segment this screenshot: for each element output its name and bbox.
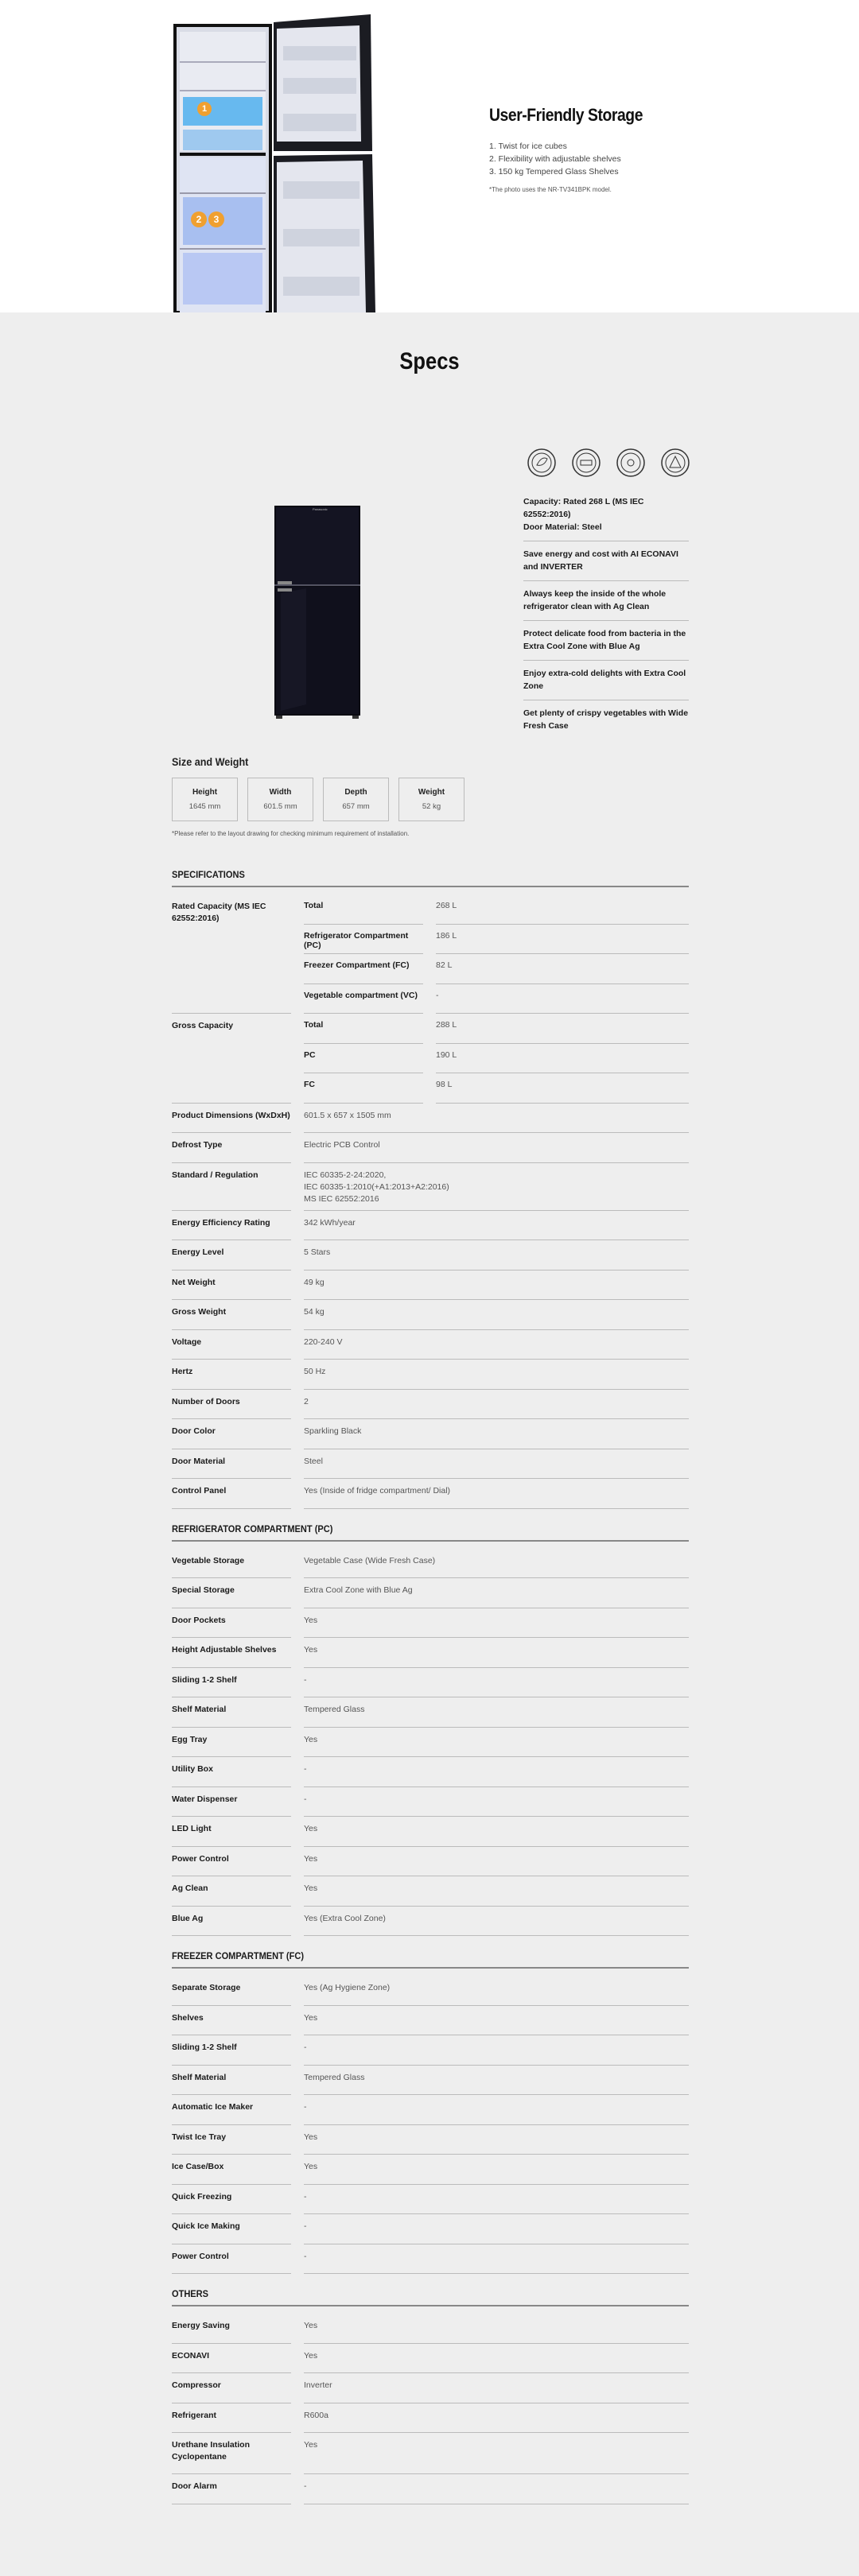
spec-value: Yes xyxy=(304,2012,318,2023)
spec-label: Quick Freezing xyxy=(172,2191,232,2202)
spec-value: 82 L xyxy=(436,960,453,970)
spec-label: Ag Clean xyxy=(172,1884,208,1893)
spec-label: Gross Capacity xyxy=(172,1021,234,1030)
spec-row xyxy=(172,1330,689,1360)
spec-row xyxy=(172,1419,689,1449)
spec-value: - xyxy=(304,2102,307,2112)
spec-value: - xyxy=(304,1794,307,1804)
spec-sublabel: Total xyxy=(304,1020,324,1030)
specs-heading: Specs xyxy=(399,348,460,374)
feature-extra-cool: Enjoy extra-cold delights with Extra Cool Zone xyxy=(523,664,689,700)
size-value: 657 mm xyxy=(342,802,370,811)
badge-1: 1 xyxy=(197,102,212,116)
spec-row xyxy=(172,1697,689,1728)
feature-wide-fresh: Get plenty of crispy vegetables with Wide Fresh Case xyxy=(523,708,689,731)
leaf-badge-icon xyxy=(527,448,557,478)
econavi-badge-icon xyxy=(571,448,601,478)
spec-row xyxy=(172,1907,689,1937)
spec-value: Tempered Glass xyxy=(304,1705,365,1714)
open-fridge-photo xyxy=(172,14,379,312)
size-box-depth xyxy=(323,778,389,821)
feature-econavi: Save energy and cost with AI ECONAVI and INVERTER xyxy=(523,545,689,581)
spec-label: Door Color xyxy=(172,1426,216,1436)
blue-ag-badge-icon xyxy=(660,448,690,478)
spec-value: - xyxy=(304,2043,307,2052)
spec-row xyxy=(172,1360,689,1390)
spec-label: Shelf Material xyxy=(172,1705,227,1714)
spec-row xyxy=(172,2066,689,2096)
spec-value: 186 L xyxy=(436,930,457,941)
spec-label: Number of Doors xyxy=(172,1396,240,1406)
spec-value: 342 kWh/year xyxy=(304,1217,356,1228)
row-divider xyxy=(304,1935,689,1936)
spec-label: Control Panel xyxy=(172,1486,227,1496)
section-title-text: REFRIGERATOR COMPARTMENT (PC) xyxy=(172,1523,333,1534)
spec-value: Yes xyxy=(304,1824,318,1833)
spec-label: Refrigerant xyxy=(172,2410,217,2420)
spec-row xyxy=(172,1211,689,1241)
row-divider xyxy=(304,1508,689,1509)
specs-section xyxy=(0,312,859,2576)
spec-row xyxy=(172,2403,689,2434)
spec-label: Shelves xyxy=(172,2012,204,2023)
spec-row xyxy=(172,1163,689,1211)
spec-label: Blue Ag xyxy=(172,1913,204,1923)
spec-value: Yes xyxy=(304,2321,318,2330)
spec-value: 601.5 x 657 x 1505 mm xyxy=(304,1110,391,1120)
spec-row xyxy=(172,1787,689,1818)
spec-group-label xyxy=(172,1014,689,1104)
size-value: 52 kg xyxy=(422,802,441,811)
size-box-height xyxy=(172,778,238,821)
spec-label: Sliding 1-2 Shelf xyxy=(172,1674,237,1685)
spec-label: Door Alarm xyxy=(172,2481,217,2491)
spec-group-label xyxy=(172,894,689,1014)
spec-row xyxy=(172,1104,689,1134)
row-divider xyxy=(172,1508,291,1509)
spec-label: Net Weight xyxy=(172,1277,216,1287)
feature-icons xyxy=(527,448,690,481)
spec-row xyxy=(172,1847,689,1877)
storage-note: *The photo uses the NR-TV341BPK model. xyxy=(489,186,612,193)
spec-label: Shelf Material xyxy=(172,2072,227,2082)
spec-row xyxy=(172,1638,689,1668)
product-fridge-image xyxy=(274,506,360,719)
spec-value: Yes xyxy=(304,1884,318,1893)
spec-value: Yes xyxy=(304,2350,318,2361)
spec-label: Hertz xyxy=(172,1367,193,1376)
spec-row xyxy=(172,2125,689,2155)
spec-label: Defrost Type xyxy=(172,1140,223,1150)
spec-label: Special Storage xyxy=(172,1585,235,1595)
spec-value: Yes xyxy=(304,1645,318,1655)
feature-capacity: Capacity: Rated 268 L (MS IEC 62552:2016) Door Material: Steel xyxy=(523,492,689,541)
spec-label: Power Control xyxy=(172,1853,229,1864)
spec-sublabel: Freezer Compartment (FC) xyxy=(304,960,410,970)
spec-value: R600a xyxy=(304,2410,328,2420)
section-refrigerator xyxy=(172,1523,689,1542)
spec-value: - xyxy=(304,1674,307,1685)
spec-label: Separate Storage xyxy=(172,1983,241,1992)
spec-row xyxy=(172,2474,689,2504)
spec-label: Energy Saving xyxy=(172,2321,230,2330)
spec-row xyxy=(172,2244,689,2275)
spec-label: Gross Weight xyxy=(172,1307,227,1317)
spec-value: Yes xyxy=(304,1615,318,1625)
spec-label: Utility Box xyxy=(172,1764,213,1774)
spec-value: 288 L xyxy=(436,1020,457,1030)
section-title-text: OTHERS xyxy=(172,2288,209,2299)
spec-value: Yes xyxy=(304,2132,318,2142)
spec-label: Voltage xyxy=(172,1336,202,1347)
spec-label: Rated Capacity (MS IEC 62552:2016) xyxy=(172,902,266,923)
spec-row xyxy=(172,1976,689,2006)
spec-sublabel: Vegetable compartment (VC) xyxy=(304,990,418,1000)
spec-row xyxy=(172,1608,689,1639)
feature-list xyxy=(523,492,689,743)
spec-value: Vegetable Case (Wide Fresh Case) xyxy=(304,1555,436,1565)
size-label: Weight xyxy=(418,788,445,797)
spec-value: - xyxy=(304,2481,307,2491)
spec-value: - xyxy=(304,2191,307,2202)
storage-feature-list xyxy=(489,140,728,178)
row-divider xyxy=(304,2273,689,2274)
row-divider xyxy=(172,1935,291,1936)
spec-value: 5 Stars xyxy=(304,1247,331,1257)
spec-label: Urethane Insulation Cyclopentane xyxy=(172,2440,251,2462)
size-box-weight xyxy=(398,778,464,821)
size-note: *Please refer to the layout drawing for checking minimum requirement of installation. xyxy=(172,830,410,837)
size-weight-heading: Size and Weight xyxy=(172,755,249,768)
spec-value: Sparkling Black xyxy=(304,1426,362,1436)
storage-feature-item: 1. Twist for ice cubes xyxy=(489,142,567,151)
spec-value: 2 xyxy=(304,1396,309,1406)
spec-row xyxy=(172,2344,689,2374)
spec-row xyxy=(172,1300,689,1330)
spec-value: IEC 60335-2-24:2020, IEC 60335-1:2010(+A1:2013+A2:2016) MS IEC 62552:2016 xyxy=(304,1170,449,1204)
spec-value: - xyxy=(436,990,439,1000)
spec-label: Door Material xyxy=(172,1456,226,1466)
spec-row xyxy=(172,1271,689,1301)
spec-label: Door Pockets xyxy=(172,1615,226,1625)
section-title-text: SPECIFICATIONS xyxy=(172,869,245,880)
spec-label: Energy Level xyxy=(172,1247,224,1257)
spec-label: Twist Ice Tray xyxy=(172,2132,227,2142)
spec-value: 98 L xyxy=(436,1080,453,1089)
spec-row xyxy=(172,1133,689,1163)
spec-row xyxy=(172,2035,689,2066)
spec-value: Yes xyxy=(304,2440,318,2450)
spec-sublabel: Refrigerator Compartment (PC) xyxy=(304,930,409,950)
size-label: Depth xyxy=(344,788,367,797)
spec-value: 50 Hz xyxy=(304,1367,326,1376)
spec-value: Yes xyxy=(304,1734,318,1744)
spec-row xyxy=(172,1876,689,1907)
spec-sublabel: FC xyxy=(304,1080,315,1089)
spec-value: Yes (Inside of fridge compartment/ Dial) xyxy=(304,1486,451,1496)
spec-label: Vegetable Storage xyxy=(172,1555,245,1565)
spec-row xyxy=(172,1668,689,1698)
spec-value: Yes (Ag Hygiene Zone) xyxy=(304,1983,391,1992)
spec-label: Energy Efficiency Rating xyxy=(172,1217,270,1228)
spec-value: 268 L xyxy=(436,901,457,910)
section-others xyxy=(172,2288,689,2306)
spec-label: Compressor xyxy=(172,2380,221,2390)
spec-row xyxy=(172,1757,689,1787)
spec-sublabel: PC xyxy=(304,1049,316,1060)
spec-row xyxy=(172,2185,689,2215)
badge-2: 2 xyxy=(191,211,207,227)
spec-value: Electric PCB Control xyxy=(304,1140,380,1150)
feature-blue-ag: Protect delicate food from bacteria in the Extra Cool Zone with Blue Ag xyxy=(523,624,689,661)
spec-row xyxy=(172,2155,689,2185)
size-box-width xyxy=(247,778,313,821)
spec-label: Power Control xyxy=(172,2251,229,2261)
spec-row xyxy=(172,2314,689,2344)
spec-label: Product Dimensions (WxDxH) xyxy=(172,1110,290,1120)
spec-label: Egg Tray xyxy=(172,1734,208,1744)
size-value: 601.5 mm xyxy=(263,802,297,811)
spec-value: Yes xyxy=(304,1853,318,1864)
spec-row xyxy=(172,2373,689,2403)
spec-value: Inverter xyxy=(304,2380,332,2390)
spec-value: Yes (Extra Cool Zone) xyxy=(304,1913,386,1923)
size-label: Width xyxy=(269,788,292,797)
spec-label: ECONAVI xyxy=(172,2350,210,2361)
spec-value: Steel xyxy=(304,1456,323,1466)
storage-title: User-Friendly Storage xyxy=(489,105,643,125)
product-brand-badge: Panasonic xyxy=(313,507,328,511)
section-freezer xyxy=(172,1950,689,1969)
spec-label: Water Dispenser xyxy=(172,1794,238,1804)
spec-row xyxy=(172,1479,689,1509)
storage-feature-item: 2. Flexibility with adjustable shelves xyxy=(489,154,621,164)
size-value: 1645 mm xyxy=(189,802,221,811)
spec-row xyxy=(172,2006,689,2036)
storage-copy xyxy=(489,105,728,193)
spec-row xyxy=(172,1817,689,1847)
section-title-text: FREEZER COMPARTMENT (FC) xyxy=(172,1950,305,1961)
storage-hero xyxy=(0,0,859,312)
spec-row xyxy=(172,1728,689,1758)
spec-label: Height Adjustable Shelves xyxy=(172,1645,277,1655)
spec-row xyxy=(172,2095,689,2125)
badge-3: 3 xyxy=(208,211,224,227)
spec-label: Automatic Ice Maker xyxy=(172,2102,254,2112)
spec-value: 220-240 V xyxy=(304,1336,343,1347)
storage-feature-item: 3. 150 kg Tempered Glass Shelves xyxy=(489,167,619,177)
spec-label: Quick Ice Making xyxy=(172,2221,240,2231)
spec-row xyxy=(172,1390,689,1420)
spec-value: 54 kg xyxy=(304,1307,325,1317)
size-label: Height xyxy=(192,788,218,797)
spec-label: Standard / Regulation xyxy=(172,1170,258,1180)
spec-value: Extra Cool Zone with Blue Ag xyxy=(304,1585,413,1595)
spec-label: Sliding 1-2 Shelf xyxy=(172,2043,237,2052)
spec-row xyxy=(172,1449,689,1480)
spec-label: LED Light xyxy=(172,1824,212,1833)
spec-value: - xyxy=(304,2251,307,2261)
section-specifications xyxy=(172,869,689,887)
spec-row xyxy=(172,2214,689,2244)
spec-value: - xyxy=(304,1764,307,1774)
spec-label: Ice Case/Box xyxy=(172,2162,224,2171)
ag-clean-badge-icon xyxy=(616,448,646,478)
spec-value: 49 kg xyxy=(304,1277,325,1287)
spec-sublabel: Total xyxy=(304,901,324,910)
spec-row xyxy=(172,2433,689,2474)
spec-value: - xyxy=(304,2221,307,2231)
spec-value: Yes xyxy=(304,2162,318,2171)
spec-row xyxy=(172,1549,689,1579)
spec-value: Tempered Glass xyxy=(304,2072,365,2082)
spec-row xyxy=(172,1578,689,1608)
row-divider xyxy=(172,2273,291,2274)
spec-row xyxy=(172,1240,689,1271)
feature-ag-clean: Always keep the inside of the whole refrigerator clean with Ag Clean xyxy=(523,584,689,621)
spec-value: 190 L xyxy=(436,1049,457,1060)
